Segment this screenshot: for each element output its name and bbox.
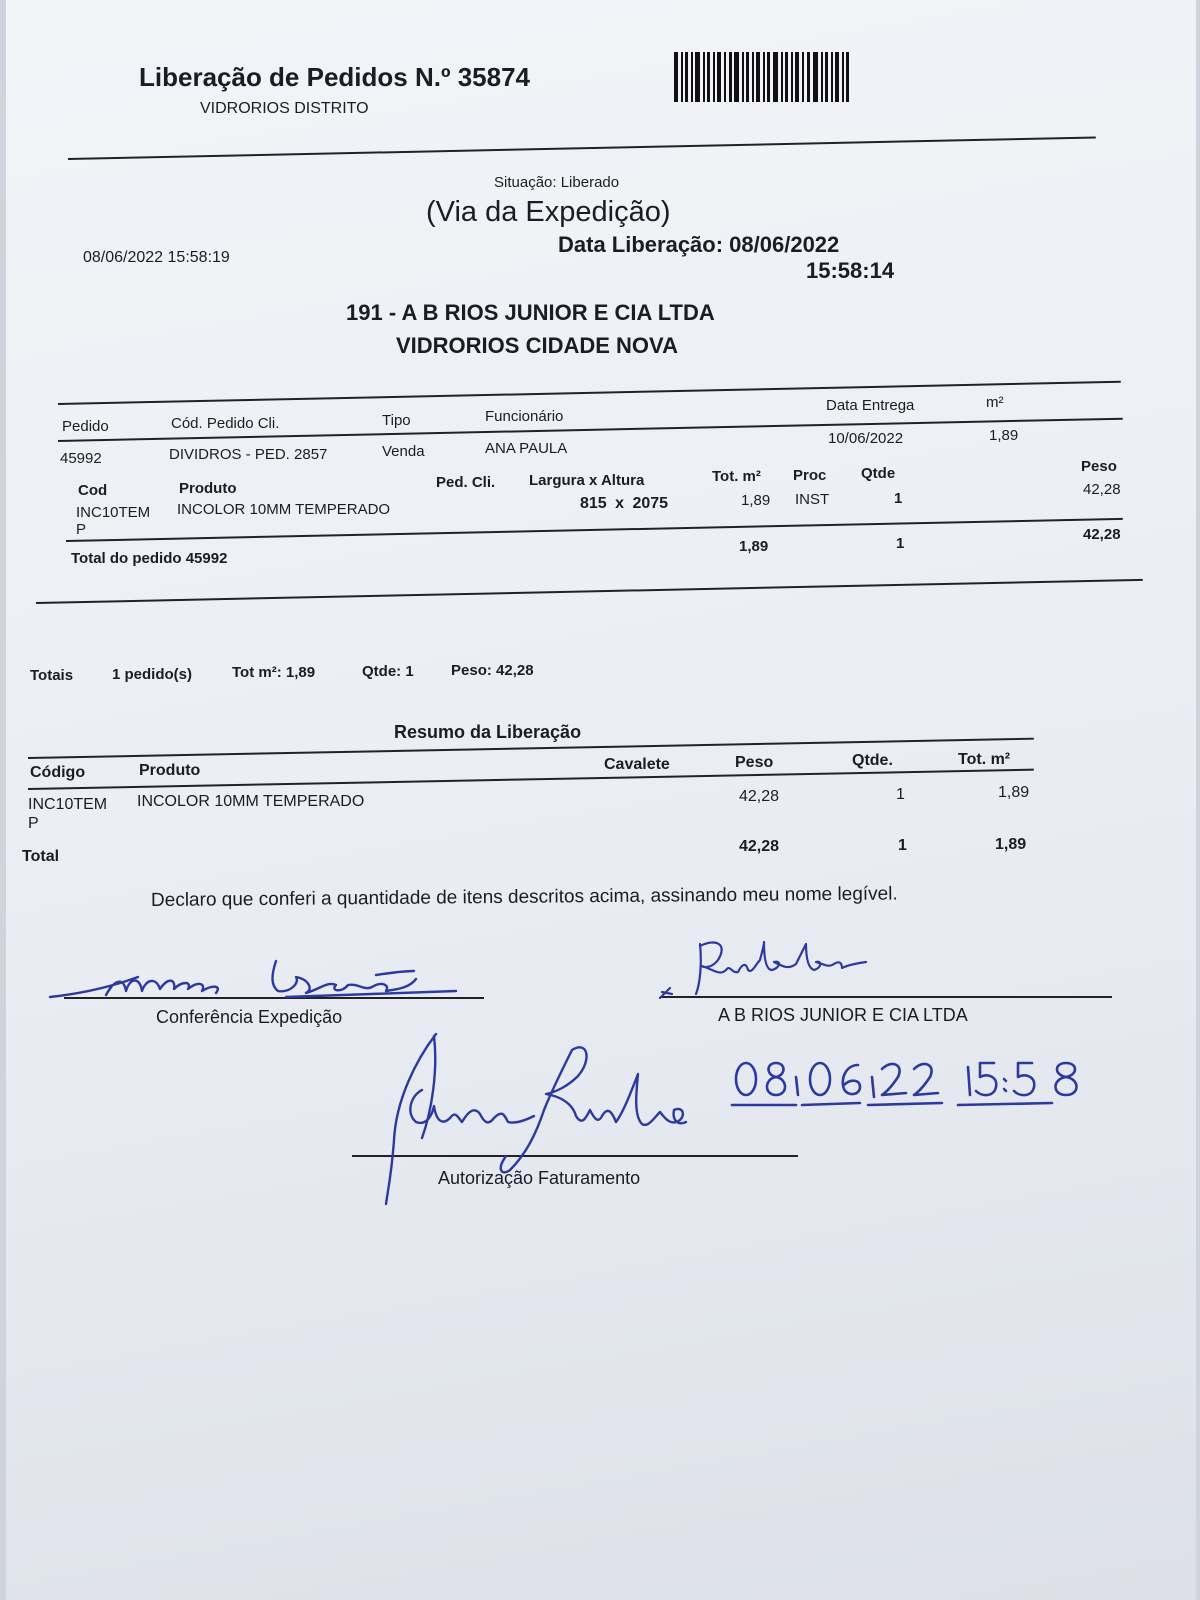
barcode — [674, 52, 849, 102]
summary-col-cavalete: Cavalete — [604, 756, 670, 773]
item-cod-wrap: P — [76, 521, 87, 538]
summary-codigo-wrap: P — [28, 815, 39, 832]
autorizacao-label: Autorização Faturamento — [438, 1168, 641, 1188]
company-signature — [656, 934, 876, 1004]
print-datetime: 08/06/2022 15:58:19 — [83, 249, 230, 266]
summary-tot-m2: 1,89 — [998, 784, 1030, 801]
order-total-m2: 1,89 — [739, 538, 769, 555]
totals-label: Totais — [30, 667, 74, 684]
summary-title: Resumo da Liberação — [394, 722, 582, 742]
order-total-qtde: 1 — [896, 535, 905, 552]
col-largura-altura: Largura x Altura — [529, 472, 645, 489]
summary-col-codigo: Código — [30, 764, 86, 781]
client-name: 191 - A B RIOS JUNIOR E CIA LTDA — [346, 300, 715, 325]
summary-produto: INCOLOR 10MM TEMPERADO — [137, 793, 365, 810]
summary-total-qtde: 1 — [898, 837, 907, 854]
summary-col-tot-m2: Tot. m² — [958, 751, 1011, 768]
header-divider — [68, 136, 1096, 160]
col-cod-pedido-cli: Cód. Pedido Cli. — [171, 415, 280, 432]
col-cod: Cod — [78, 482, 108, 499]
summary-codigo: INC10TEM — [28, 796, 108, 813]
summary-col-qtde: Qtde. — [852, 752, 893, 769]
col-peso: Peso — [1081, 458, 1117, 475]
summary-total-peso: 42,28 — [739, 838, 780, 855]
val-funcionario: ANA PAULA — [485, 440, 568, 457]
order-bottom-divider — [36, 579, 1143, 604]
summary-peso: 42,28 — [739, 788, 780, 805]
val-data-entrega: 10/06/2022 — [828, 430, 904, 447]
totals-m2: Tot m²: 1,89 — [232, 664, 316, 681]
item-total-divider — [66, 518, 1123, 542]
item-proc: INST — [795, 491, 830, 508]
order-total-label: Total do pedido 45992 — [71, 550, 228, 567]
col-funcionario: Funcionário — [485, 408, 564, 425]
item-produto: INCOLOR 10MM TEMPERADO — [177, 501, 391, 518]
col-pedido: Pedido — [62, 418, 109, 435]
col-proc: Proc — [793, 467, 827, 484]
client-branch: VIDRORIOS CIDADE NOVA — [396, 333, 678, 358]
val-pedido: 45992 — [60, 450, 102, 467]
document-page — [6, 0, 1196, 1600]
val-m2: 1,89 — [989, 427, 1019, 444]
summary-total-tot-m2: 1,89 — [995, 836, 1027, 853]
item-tot-m2: 1,89 — [741, 492, 771, 509]
col-tipo: Tipo — [382, 412, 411, 429]
declaration-text: Declaro que conferi a quantidade de itens descritos acima, assinando meu nome legível. — [150, 883, 898, 911]
item-dimensions: 815 x 2075 — [580, 495, 669, 512]
handwritten-datetime — [732, 1055, 1112, 1115]
col-tot-m2: Tot. m² — [712, 468, 761, 485]
col-m2: m² — [986, 394, 1004, 411]
summary-col-peso: Peso — [735, 754, 774, 771]
order-total-peso: 42,28 — [1083, 526, 1121, 543]
col-data-entrega: Data Entrega — [826, 397, 915, 414]
col-produto: Produto — [179, 480, 237, 497]
summary-total-label: Total — [22, 848, 60, 865]
totals-peso: Peso: 42,28 — [451, 662, 534, 679]
summary-qtde: 1 — [896, 786, 905, 803]
order-top-divider — [58, 381, 1121, 405]
conferencia-signature — [46, 955, 466, 1005]
item-qtde: 1 — [894, 490, 903, 507]
item-peso: 42,28 — [1083, 481, 1121, 498]
val-tipo: Venda — [382, 443, 425, 460]
copy-designation: (Via da Expedição) — [426, 196, 671, 228]
release-time: 15:58:14 — [806, 258, 895, 283]
autorizacao-signature — [376, 1030, 696, 1210]
col-ped-cli: Ped. Cli. — [436, 474, 496, 491]
conferencia-label: Conferência Expedição — [156, 1007, 343, 1027]
totals-orders: 1 pedido(s) — [112, 666, 193, 683]
status-label: Situação: Liberado — [494, 174, 620, 191]
summary-col-produto: Produto — [139, 762, 201, 779]
item-cod: INC10TEM — [76, 504, 151, 521]
company-label: A B RIOS JUNIOR E CIA LTDA — [718, 1005, 968, 1025]
document-title: Liberação de Pedidos N.º 35874 — [139, 62, 530, 92]
release-date: Data Liberação: 08/06/2022 — [558, 232, 840, 257]
col-qtde: Qtde — [861, 465, 896, 482]
val-cod-pedido-cli: DIVIDROS - PED. 2857 — [169, 446, 328, 463]
document-subtitle: VIDRORIOS DISTRITO — [200, 100, 369, 117]
totals-qtde: Qtde: 1 — [362, 663, 414, 680]
